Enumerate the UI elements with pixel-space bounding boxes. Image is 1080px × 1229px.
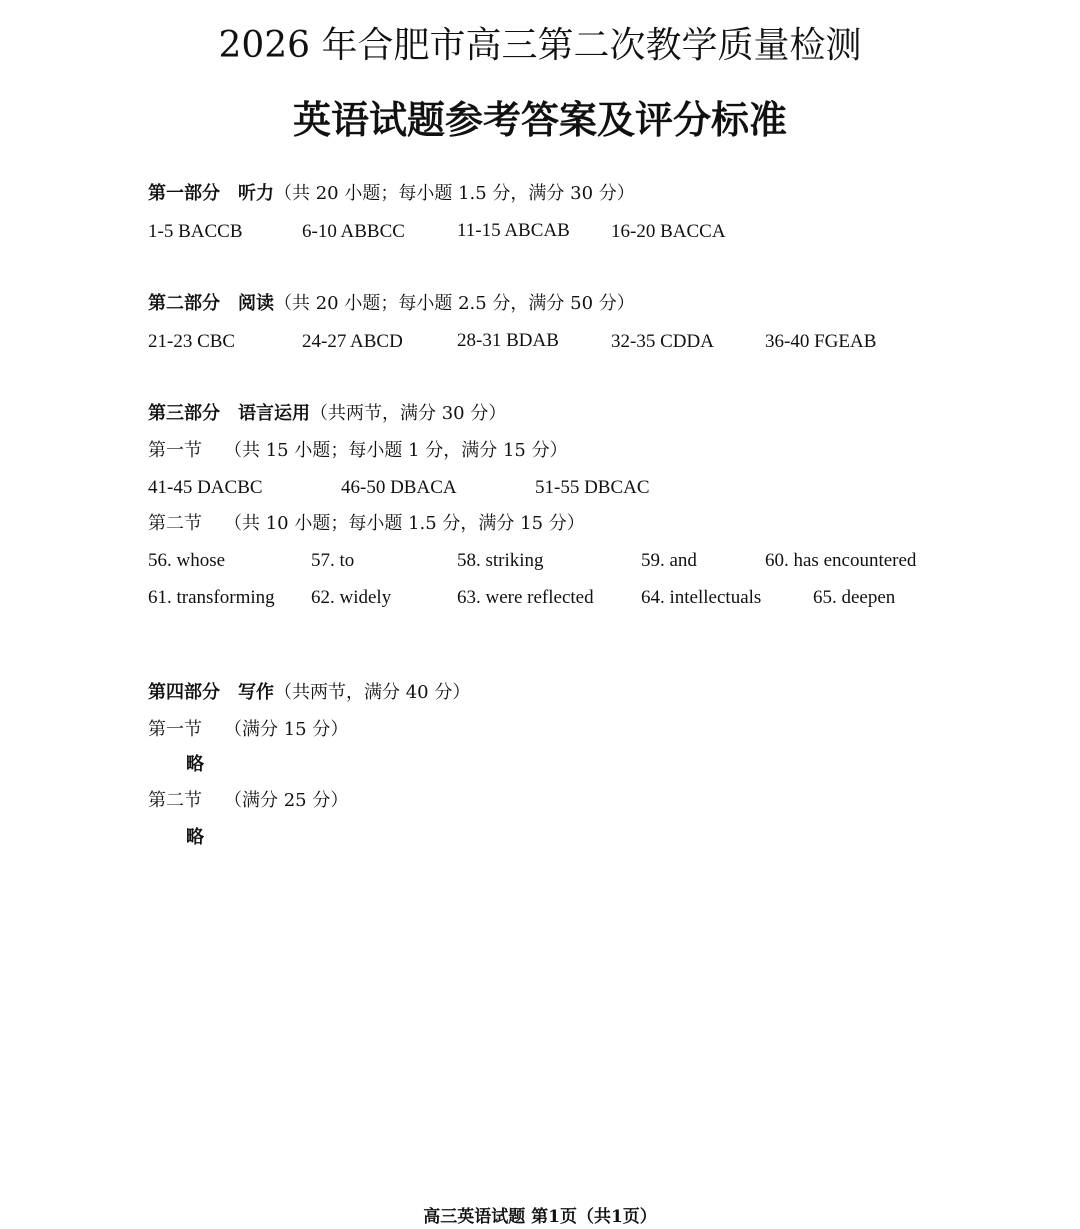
part3-section1-heading (148, 438, 568, 464)
page-footer: 高三英语试题 第1页（共1页） (423, 1207, 657, 1227)
part1-name: 第一部分 (148, 183, 220, 204)
section-note: （满分 15 分） (224, 719, 349, 740)
part1-topic: 听力 (238, 183, 274, 204)
answer-group: 21-23 CBC (148, 331, 236, 352)
answer-item: 60. has encountered (765, 550, 917, 571)
answer-group: 41-45 DACBC (148, 477, 263, 498)
answer-item: 62. widely (311, 587, 392, 608)
answer-item: 59. and (641, 550, 697, 571)
part4-heading (148, 680, 470, 706)
answer-group: 46-50 DBACA (341, 477, 457, 498)
part2-name: 第二部分 (148, 293, 220, 314)
answer-item: 64. intellectuals (641, 587, 762, 608)
answer-item: 58. striking (457, 550, 544, 571)
section-label: 第一节 (148, 719, 202, 740)
answer-group: 24-27 ABCD (302, 331, 403, 352)
omitted-text: 略 (186, 754, 204, 775)
answer-item: 63. were reflected (457, 587, 594, 608)
answer-group: 6-10 ABBCC (302, 221, 405, 242)
section-label: 第二节 (148, 513, 202, 534)
answer-group: 1-5 BACCB (148, 221, 243, 242)
part3-heading (148, 401, 506, 427)
section-note: （共 10 小题；每小题 1.5 分，满分 15 分） (224, 513, 585, 534)
part2-topic: 阅读 (238, 293, 274, 314)
part4-topic: 写作 (238, 682, 274, 703)
section-note: （满分 25 分） (224, 790, 349, 811)
answer-item: 61. transforming (148, 587, 275, 608)
part3-topic: 语言运用 (238, 403, 310, 424)
answer-item: 65. deepen (813, 587, 896, 608)
part4-section2-heading (148, 788, 348, 814)
part3-note: （共两节，满分 30 分） (310, 403, 507, 424)
answer-item: 56. whose (148, 550, 226, 571)
part2-note: （共 20 小题；每小题 2.5 分，满分 50 分） (274, 293, 635, 314)
answer-group: 11-15 ABCAB (457, 220, 570, 241)
part4-note: （共两节，满分 40 分） (274, 682, 471, 703)
part1-heading (148, 181, 635, 207)
part4-section1-heading (148, 717, 348, 743)
part3-name: 第三部分 (148, 403, 220, 424)
section-note: （共 15 小题；每小题 1 分，满分 15 分） (224, 440, 568, 461)
answer-group: 28-31 BDAB (457, 330, 559, 351)
document-subtitle: 英语试题参考答案及评分标准 (292, 97, 787, 142)
part2-heading (148, 291, 635, 317)
part4-name: 第四部分 (148, 682, 220, 703)
part3-section2-heading (148, 511, 585, 537)
answer-group: 16-20 BACCA (611, 221, 726, 242)
section-label: 第一节 (148, 440, 202, 461)
document-title: 2026 年合肥市高三第二次教学质量检测 (218, 25, 862, 66)
answer-item: 57. to (311, 550, 355, 571)
omitted-text: 略 (186, 827, 204, 848)
part1-note: （共 20 小题；每小题 1.5 分，满分 30 分） (274, 183, 635, 204)
answer-group: 51-55 DBCAC (535, 477, 650, 498)
answer-group: 32-35 CDDA (611, 331, 714, 352)
answer-group: 36-40 FGEAB (765, 331, 877, 352)
section-label: 第二节 (148, 790, 202, 811)
